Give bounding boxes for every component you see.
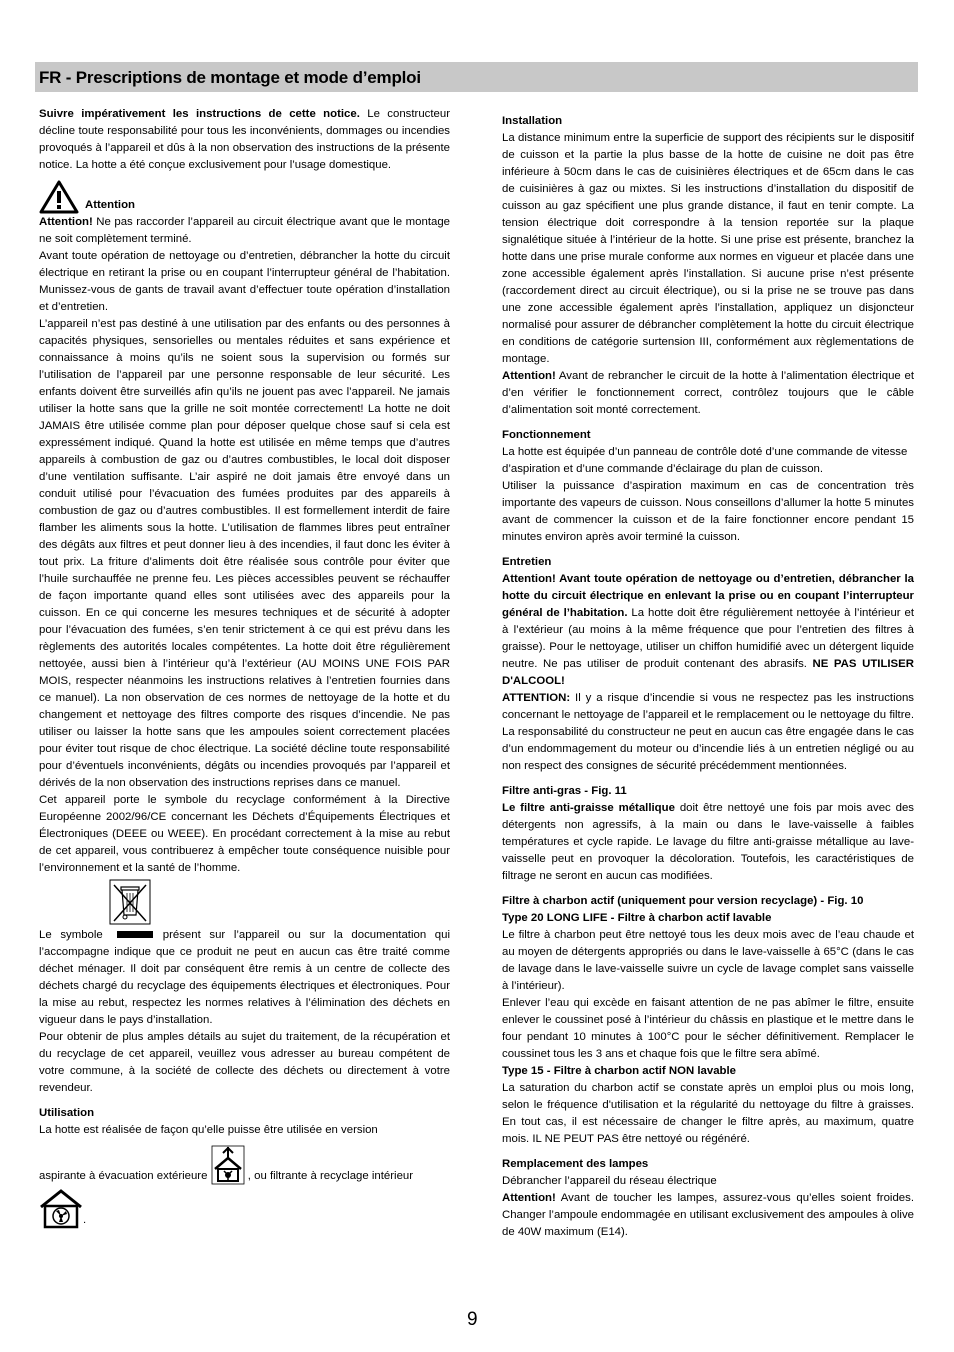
fonctionnement-paragraph-2: Utiliser la puissance d’aspiration maximum en cas de concentration très importante des vapeurs de cuisson. Nous conseillons d’allumer la hotte 5 minutes avant de commencer la cuisson et de la faire fonctionner encore pendant 15 minutes environ après avoir terminé la cuisson. bbox=[502, 480, 914, 543]
attention-bold: Attention! bbox=[39, 216, 93, 228]
attention-heading-row bbox=[39, 180, 450, 214]
recycling-info-paragraph: Pour obtenir de plus amples détails au sujet du traitement, de la récupération et du recyclage de cet appareil, veuillez vous adresser au bureau compétent de votre commune, à la société de collecte des déchets ou directement à votre revendeur. bbox=[39, 1031, 450, 1094]
installation-attention-bold: Attention! bbox=[502, 370, 556, 382]
attention-heading: Attention bbox=[85, 199, 135, 211]
black-bar-icon bbox=[117, 931, 153, 938]
page-number: 9 bbox=[467, 1309, 478, 1330]
lampes-paragraph-1: Débrancher l’appareil du réseau électrique bbox=[502, 1175, 717, 1187]
symbol-text-start: Le symbole bbox=[39, 929, 103, 941]
type15-heading: Type 15 - Filtre à charbon actif NON lavable bbox=[502, 1065, 736, 1077]
attention-text: Ne pas raccorder l’appareil au circuit électrique avant que le montage ne soit complètement terminé. bbox=[39, 216, 450, 245]
entretien-warning-bold: ATTENTION: bbox=[502, 692, 571, 704]
installation-attention bbox=[502, 368, 914, 419]
safety-paragraph: L’appareil n’est pas destiné à une utilisation par des enfants ou des personnes à capacités physiques, sensorielles ou mentales réduites et sans expérience et connaissance à moins qu’ils ne soient sous la supervision ou formés sur l’utilisation de l’appareil par une personne responsable de leur sécurité. Les enfants doivent être surveillés afin qu’ils ne jouent pas avec l’appareil. Ne jamais utiliser la hotte sans que la grille ne soit montée correctement! La hotte ne doit JAMAIS être utilisée comme plan pour déposer quelque chose sauf si cela est expressément indiqué. Quand la hotte est utilisée en même temps que d’autres appareils à combustion de gaz ou d’autres combustibles, le local doit disposer d’une ventilation suffisante. L’air aspiré ne doit jamais être envoyé dans un conduit utilisé pour l’évacuation des fumées produites par des appareils à combustion de gaz ou d’autres combustibles. Il est formellement interdit de faire flamber les aliments sous la hotte. L’utilisation de flammes libres peut entraîner des dégâts aux filtres et peut donner lieu à des incendies, il faut donc les éviter à tout prix. La friture d’aliments doit être réalisée sous contrôle pour éviter que l’huile surchauffée ne prenne feu. Les pièces accessibles peuvent se réchauffer de façon importante quand elles sont utilisées avec des appareils pour la cuisson. En ce qui concerne les mesures techniques et de sécurité à adopter pour l’évacuation des fumées, s’en tenir strictement à ce qui est prévu dans les règlements des autorités locales compétentes. La hotte doit être régulièrement nettoyée, aussi bien à l’intérieur qu’à l’extérieur (AU MOINS UNE FOIS PAR MOIS, respecter néanmoins les instructions relatives à l’entretien fournies dans ce manuel). La non observation de ces normes de nettoyage de la hotte et du changement et nettoyage des filtres comporte des risques d’incendie. Ne pas utiliser ou laisser la hotte sans que les ampoules soient correctement placées pour éviter tout risque de choc électrique. La société décline toute responsabilité pour d’éventuels inconvénients, dégâts ou incendies provoqués par l’appareil et dérivés de la non observation des instructions reprises dans ce manuel. bbox=[39, 318, 450, 789]
fonctionnement-paragraph-1: La hotte est équipée d’un panneau de contrôle doté d’une commande de vitesse d’aspiration et d’une commande d’éclairage du plan de cuisson. bbox=[502, 446, 908, 475]
utilisation-modes bbox=[39, 1145, 450, 1185]
utilisation-end: . bbox=[83, 1214, 87, 1226]
entretien-paragraph bbox=[502, 571, 914, 690]
utilisation-recycling-icon-row bbox=[39, 1189, 450, 1229]
cleaning-paragraph: Avant toute opération de nettoyage ou d’entretien, débrancher la hotte du circuit électrique en retirant la prise ou en coupant l’interrupteur général de l’habitation. Munissez-vous de gants de travail avant d’effectuer toute opération d’installation et d’entretien. bbox=[39, 250, 450, 313]
lampes-paragraph-2 bbox=[502, 1190, 914, 1241]
weee-symbol-wrap bbox=[39, 879, 450, 927]
type15-paragraph: La saturation du charbon actif se constate après un emploi plus ou mois long, selon le fréquence d'utilisation et la régularité du nettoyage du filtre à graisses. En tout cas, il est nécessaire de changer le filtre après, au maximum, quatre mois. IL NE PEUT PAS être nettoyé ou régénéré. bbox=[502, 1082, 914, 1145]
filtre-text: doit être nettoyé une fois par mois avec des détergents non agressifs, à la main ou dans le lave-vaisselle à faibles températures et cycle rapide. Le lavage du filtre anti-graisse métallique au lave-vaisselle peut en provoquer la décoloration. Toutefois, les caractéristiques de filtrage ne seront en aucun cas modifiées. bbox=[502, 802, 914, 882]
crossed-bin-icon bbox=[109, 879, 151, 925]
symbol-text-rest: présent sur l’appareil ou sur la documentation qui l’accompagne indique que ce produit ne peut en aucun cas être traité comme déchet ménager. Il doit par conséquent être remis à un centre de collecte des déchets chargé du recyclage des équipements électriques et électroniques. Pour la mise au rebut, respectez les normes relatives à l’élimination des déchets en vigueur dans le pays d’installation. bbox=[39, 929, 451, 1026]
installation-paragraph: La distance minimum entre la superficie de support des récipients sur le dispositif de cuisson et la partie la plus basse de la hotte de cuisine ne doit pas être inférieure à 50cm dans le cas de cuisinières électriques et de 65cm dans le cas de cuisinières à gaz ou mixtes. Si les instructions d’installation du dispositif de cuisson au gaz spécifient une plus grande distance, il faut en tenir compte. La tension électrique doit correspondre à la tension reportée sur la plaque signalétique située à l’intérieur de la hotte. Si une prise est présente, branchez la hotte dans une prise murale conforme aux normes en vigueur et placée dans une zone accessible également après l’installation. Si aucune prise n’est présente (raccordement direct au circuit électrique), ou si la prise ne se trouve pas dans une zone accessible également après l’installation, appliquez un disjoncteur normalisé pour assurer de débrancher complètement la hotte du circuit électrique en conditions de catégorie surtension III, conformément aux règlementations de montage. bbox=[502, 132, 914, 365]
fonctionnement-heading: Fonctionnement bbox=[502, 429, 591, 441]
utilisation-line: La hotte est réalisée de façon qu’elle puisse être utilisée en version bbox=[39, 1124, 378, 1136]
type20-paragraph-1: Le filtre à charbon peut être nettoyé tous les deux mois avec de l’eau chaude et au moyen de détergents appropriés ou dans le lave-vaisselle à 65°C (dans le cas de lavage dans le lave-vaisselle suivre un cycle de lavage complet sans vaisselle à l’intérieur). bbox=[502, 929, 914, 992]
filtre-paragraph bbox=[502, 800, 914, 885]
entretien-warning-text: Il y a risque d’incendie si vous ne respectez pas les instructions concernant le nettoyage de l’appareil et le remplacement ou le nettoyage du filtre. La responsabilité du constructeur ne peut en aucun cas être engagée dans le cas d’un endommagement du moteur ou d’incendie liés à un entretien négligé ou au non respect des consignes de sécurité précédemment mentionnées. bbox=[502, 692, 914, 772]
utilisation-extraction-text: aspirante à évacuation extérieure bbox=[39, 1170, 208, 1182]
entretien-heading: Entretien bbox=[502, 556, 552, 568]
entretien-bold: Attention! Avant toute opération de nettoyage ou d’entretien, débrancher la hotte du circuit électrique en enlevant la prise ou en coupant l’interrupteur général de l’habitation. bbox=[502, 573, 914, 619]
lampes-bold: Attention! bbox=[502, 1192, 556, 1204]
intro-text: Le constructeur décline toute responsabilité pour tous les inconvénients, dommages ou incendies provoqués à l’appareil et dûs à la non observation des instructions de la présente notice. La hotte a été conçue exclusivement pour l’usage domestique. bbox=[39, 108, 450, 171]
house-recycling-icon bbox=[39, 1189, 83, 1229]
filtre-bold: Le filtre anti-graisse métallique bbox=[502, 802, 675, 814]
filtre-heading: Filtre anti-gras - Fig. 11 bbox=[502, 785, 627, 797]
title-bar bbox=[35, 62, 918, 92]
symbol-paragraph bbox=[39, 927, 450, 1029]
left-column bbox=[39, 106, 450, 1229]
lampes-heading: Remplacement des lampes bbox=[502, 1158, 649, 1170]
type20-heading: Type 20 LONG LIFE - Filtre à charbon actif lavable bbox=[502, 912, 772, 924]
page-title: FR - Prescriptions de montage et mode d’emploi bbox=[39, 68, 421, 87]
entretien-text: La hotte doit être régulièrement nettoyée à l’intérieur et à l’extérieur (au moins à la même fréquence que pour l’entretien des filtres à graisse). Pour le nettoyage, utiliser un chiffon humidifié avec un détergent liquide neutre. Ne pas utiliser de produit contenant des abrasifs. bbox=[502, 607, 914, 670]
attention-paragraph bbox=[39, 214, 450, 248]
type20-paragraph-2: Enlever l’eau qui excède en faisant attention de ne pas abîmer le filtre, ensuite enlever le coussinet posé à l’intérieur du châssis en plastique et le mettre dans le four pendant 10 minutes à 100°C pour le sécher définitivement. Remplacer le coussinet tous les 3 ans et chaque fois que le filtre sera abîmé. bbox=[502, 997, 914, 1060]
utilisation-recycling-text: , ou filtrante à recyclage intérieur bbox=[247, 1170, 414, 1182]
lampes-text: Avant de toucher les lampes, assurez-vous qu’elles soient froides. Changer l’ampoule endommagée en utilisant exclusivement des ampoules à olive de 40W maximum (E14). bbox=[502, 1192, 914, 1238]
charbon-heading: Filtre à charbon actif (uniquement pour version recyclage) - Fig. 10 bbox=[502, 895, 864, 907]
installation-attention-text: Avant de rebrancher le circuit de la hotte à l’alimentation électrique et d’en vérifier le fonctionnement correct, contrôlez toujours que le câble d’alimentation soit monté correctement. bbox=[502, 370, 914, 416]
intro-bold: Suivre impérativement les instructions de cette notice. bbox=[39, 108, 360, 120]
right-column bbox=[502, 113, 914, 1241]
installation-heading: Installation bbox=[502, 115, 563, 127]
intro-paragraph bbox=[39, 106, 450, 174]
utilisation-heading: Utilisation bbox=[39, 1107, 95, 1119]
house-extraction-icon bbox=[211, 1145, 245, 1185]
entretien-warning-paragraph bbox=[502, 690, 914, 775]
warning-triangle-icon bbox=[39, 180, 79, 214]
entretien-alcool-warning: NE PAS UTILISER D'ALCOOL! bbox=[502, 658, 914, 687]
recycling-paragraph: Cet appareil porte le symbole du recyclage conformément à la Directive Européenne 2002/96/CE concernant les Déchets d’Équipements Électriques et Électroniques (DEEE ou WEEE). En procédant correctement à la mise au rebut de cet appareil, vous contribuerez à empêcher toute conséquence nuisible pour l’environnement et la santé de l’homme. bbox=[39, 794, 450, 874]
